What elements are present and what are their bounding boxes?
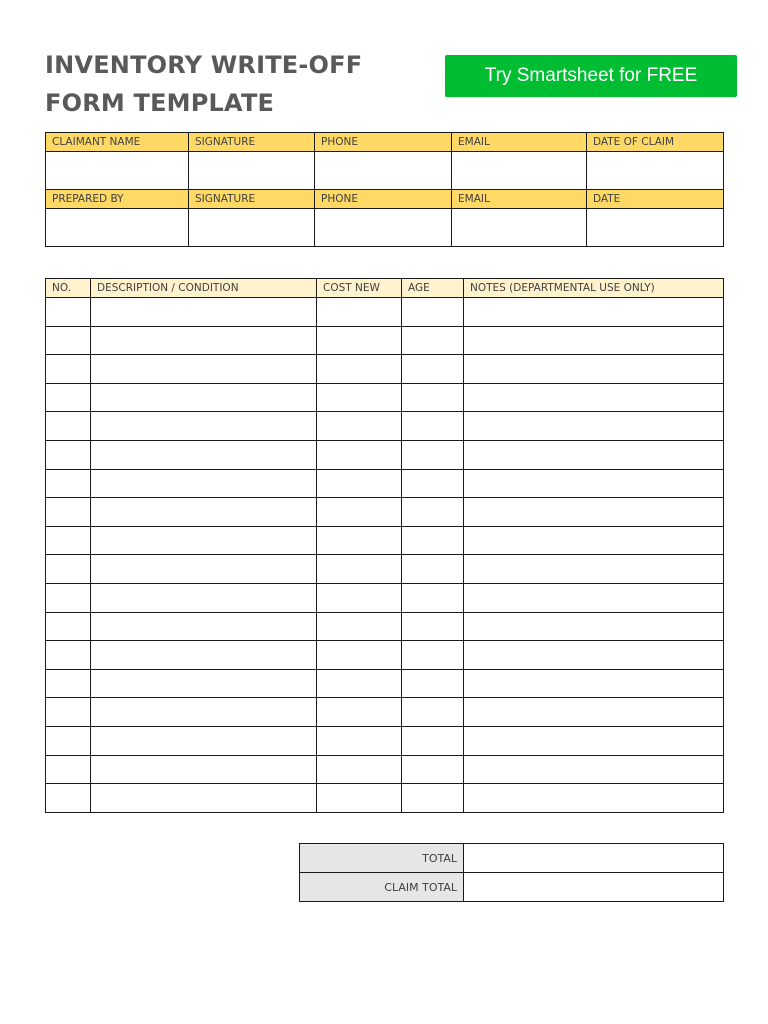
table-row — [46, 526, 724, 555]
preparer-signature-field[interactable] — [189, 209, 315, 247]
prepared-by-field[interactable] — [46, 209, 189, 247]
item-no-field[interactable] — [46, 326, 91, 355]
item-no-field[interactable] — [46, 526, 91, 555]
table-row — [46, 726, 724, 755]
item-no-field[interactable] — [46, 298, 91, 327]
item-age-field[interactable] — [402, 698, 464, 727]
date-header: DATE — [587, 190, 724, 209]
item-age-field[interactable] — [402, 526, 464, 555]
item-age-field[interactable] — [402, 412, 464, 441]
item-no-field[interactable] — [46, 412, 91, 441]
claim-field-row — [46, 152, 724, 190]
item-notes-field[interactable] — [464, 440, 724, 469]
item-cost-new-field[interactable] — [317, 355, 402, 384]
item-no-field[interactable] — [46, 726, 91, 755]
item-age-field[interactable] — [402, 555, 464, 584]
item-age-field[interactable] — [402, 612, 464, 641]
item-notes-field[interactable] — [464, 555, 724, 584]
item-description-field[interactable] — [91, 726, 317, 755]
total-label: TOTAL — [300, 844, 464, 873]
item-notes-field[interactable] — [464, 726, 724, 755]
claim-header-row — [46, 133, 724, 152]
item-age-field[interactable] — [402, 498, 464, 527]
date-field[interactable] — [587, 209, 724, 247]
item-notes-field[interactable] — [464, 583, 724, 612]
no-header: NO. — [46, 279, 91, 298]
totals-table — [299, 843, 724, 902]
item-cost-new-field[interactable] — [317, 726, 402, 755]
item-description-field[interactable] — [91, 526, 317, 555]
item-description-field[interactable] — [91, 698, 317, 727]
date-of-claim-field[interactable] — [587, 152, 724, 190]
item-cost-new-field[interactable] — [317, 669, 402, 698]
item-notes-field[interactable] — [464, 641, 724, 670]
item-description-field[interactable] — [91, 555, 317, 584]
item-notes-field[interactable] — [464, 412, 724, 441]
item-cost-new-field[interactable] — [317, 498, 402, 527]
table-row — [46, 698, 724, 727]
item-cost-new-field[interactable] — [317, 469, 402, 498]
item-no-field[interactable] — [46, 612, 91, 641]
prepared-by-header: PREPARED BY — [46, 190, 189, 209]
item-description-field[interactable] — [91, 298, 317, 327]
claimant-name-header: CLAIMANT NAME — [46, 133, 189, 152]
item-description-field[interactable] — [91, 612, 317, 641]
item-no-field[interactable] — [46, 698, 91, 727]
preparer-phone-header: PHONE — [315, 190, 452, 209]
preparer-signature-header: SIGNATURE — [189, 190, 315, 209]
table-row — [46, 641, 724, 670]
item-description-field[interactable] — [91, 784, 317, 813]
item-age-field[interactable] — [402, 440, 464, 469]
item-description-field[interactable] — [91, 412, 317, 441]
item-no-field[interactable] — [46, 583, 91, 612]
item-no-field[interactable] — [46, 383, 91, 412]
total-row — [300, 844, 724, 873]
item-no-field[interactable] — [46, 469, 91, 498]
item-notes-field[interactable] — [464, 526, 724, 555]
preparer-phone-field[interactable] — [315, 209, 452, 247]
item-description-field[interactable] — [91, 355, 317, 384]
item-cost-new-field[interactable] — [317, 383, 402, 412]
table-row — [46, 555, 724, 584]
item-description-field[interactable] — [91, 669, 317, 698]
table-row — [46, 784, 724, 813]
try-smartsheet-button[interactable]: Try Smartsheet for FREE — [445, 55, 737, 97]
table-row — [46, 498, 724, 527]
table-row — [46, 355, 724, 384]
item-notes-field[interactable] — [464, 784, 724, 813]
item-notes-field[interactable] — [464, 612, 724, 641]
item-age-field[interactable] — [402, 298, 464, 327]
page-title: INVENTORY WRITE-OFF FORM TEMPLATE — [45, 51, 363, 117]
preparer-email-field[interactable] — [452, 209, 587, 247]
item-notes-field[interactable] — [464, 355, 724, 384]
item-notes-field[interactable] — [464, 498, 724, 527]
item-age-field[interactable] — [402, 469, 464, 498]
table-row — [46, 440, 724, 469]
item-cost-new-field[interactable] — [317, 412, 402, 441]
item-description-field[interactable] — [91, 583, 317, 612]
item-description-field[interactable] — [91, 326, 317, 355]
date-of-claim-header: DATE OF CLAIM — [587, 133, 724, 152]
total-field[interactable] — [464, 844, 724, 873]
item-age-field[interactable] — [402, 326, 464, 355]
item-cost-new-field[interactable] — [317, 440, 402, 469]
cost-new-header: COST NEW — [317, 279, 402, 298]
item-notes-field[interactable] — [464, 669, 724, 698]
item-age-field[interactable] — [402, 383, 464, 412]
table-row — [46, 469, 724, 498]
table-row — [46, 383, 724, 412]
item-cost-new-field[interactable] — [317, 526, 402, 555]
description-header: DESCRIPTION / CONDITION — [91, 279, 317, 298]
table-row — [46, 669, 724, 698]
item-age-field[interactable] — [402, 355, 464, 384]
items-header-row — [46, 279, 724, 298]
table-row — [46, 412, 724, 441]
phone-header: PHONE — [315, 133, 452, 152]
items-table — [45, 278, 724, 813]
preparer-email-header: EMAIL — [452, 190, 587, 209]
table-row — [46, 583, 724, 612]
item-no-field[interactable] — [46, 555, 91, 584]
table-row — [46, 326, 724, 355]
item-notes-field[interactable] — [464, 755, 724, 784]
item-cost-new-field[interactable] — [317, 641, 402, 670]
table-row — [46, 298, 724, 327]
item-no-field[interactable] — [46, 669, 91, 698]
item-no-field[interactable] — [46, 440, 91, 469]
item-cost-new-field[interactable] — [317, 698, 402, 727]
item-notes-field[interactable] — [464, 469, 724, 498]
item-notes-field[interactable] — [464, 326, 724, 355]
claim-total-field[interactable] — [464, 873, 724, 902]
item-description-field[interactable] — [91, 440, 317, 469]
item-age-field[interactable] — [402, 784, 464, 813]
item-age-field[interactable] — [402, 755, 464, 784]
item-cost-new-field[interactable] — [317, 784, 402, 813]
item-cost-new-field[interactable] — [317, 298, 402, 327]
item-age-field[interactable] — [402, 641, 464, 670]
claimant-signature-field[interactable] — [189, 152, 315, 190]
claim-total-row — [300, 873, 724, 902]
notes-header: NOTES (DEPARTMENTAL USE ONLY) — [464, 279, 724, 298]
item-cost-new-field[interactable] — [317, 583, 402, 612]
item-notes-field[interactable] — [464, 383, 724, 412]
table-row — [46, 612, 724, 641]
item-age-field[interactable] — [402, 669, 464, 698]
item-description-field[interactable] — [91, 469, 317, 498]
claim-total-label: CLAIM TOTAL — [300, 873, 464, 902]
item-age-field[interactable] — [402, 726, 464, 755]
item-description-field[interactable] — [91, 641, 317, 670]
item-cost-new-field[interactable] — [317, 555, 402, 584]
item-description-field[interactable] — [91, 383, 317, 412]
claimant-name-field[interactable] — [46, 152, 189, 190]
item-no-field[interactable] — [46, 641, 91, 670]
preparer-field-row — [46, 209, 724, 247]
item-cost-new-field[interactable] — [317, 755, 402, 784]
signature-header: SIGNATURE — [189, 133, 315, 152]
item-cost-new-field[interactable] — [317, 612, 402, 641]
item-no-field[interactable] — [46, 784, 91, 813]
item-notes-field[interactable] — [464, 298, 724, 327]
item-notes-field[interactable] — [464, 698, 724, 727]
items-body — [46, 298, 724, 813]
item-no-field[interactable] — [46, 355, 91, 384]
item-no-field[interactable] — [46, 755, 91, 784]
email-header: EMAIL — [452, 133, 587, 152]
item-description-field[interactable] — [91, 755, 317, 784]
age-header: AGE — [402, 279, 464, 298]
item-no-field[interactable] — [46, 498, 91, 527]
claimant-phone-field[interactable] — [315, 152, 452, 190]
table-row — [46, 755, 724, 784]
preparer-header-row — [46, 190, 724, 209]
claim-info-table — [45, 132, 724, 247]
item-description-field[interactable] — [91, 498, 317, 527]
item-cost-new-field[interactable] — [317, 326, 402, 355]
claimant-email-field[interactable] — [452, 152, 587, 190]
item-age-field[interactable] — [402, 583, 464, 612]
